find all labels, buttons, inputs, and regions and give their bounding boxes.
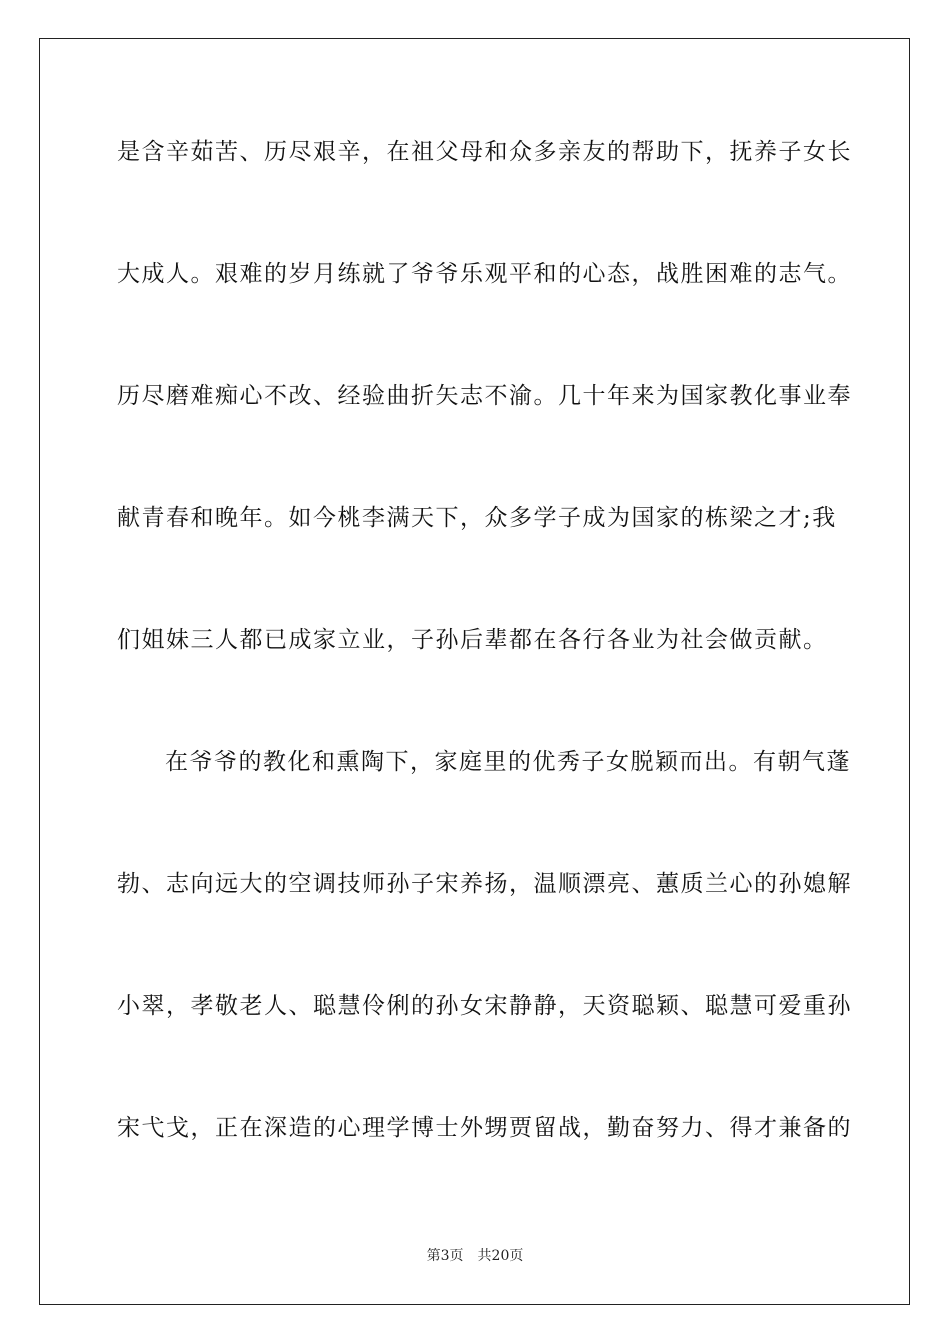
total-pages: 共20页 — [477, 1248, 524, 1264]
page-number: 第3页 — [426, 1248, 464, 1264]
paragraph-line: 大成人。艰难的岁月练就了爷爷乐观平和的心态，战胜困难的志气。 — [117, 261, 852, 287]
paragraph-line: 历尽磨难痴心不改、经验曲折矢志不渝。几十年来为国家教化事业奉 — [117, 383, 852, 409]
paragraph-line-indented: 在爷爷的教化和熏陶下，家庭里的优秀子女脱颖而出。有朝气蓬 — [165, 749, 851, 775]
paragraph-line: 献青春和晚年。如今桃李满天下，众多学子成为国家的栋梁之才;我 — [117, 505, 837, 531]
paragraph-line: 勃、志向远大的空调技师孙子宋养扬，温顺漂亮、蕙质兰心的孙媳解 — [117, 871, 852, 897]
paragraph-line: 是含辛茹苦、历尽艰辛，在祖父母和众多亲友的帮助下，抚养子女长 — [117, 139, 852, 165]
paragraph-line: 小翠，孝敬老人、聪慧伶俐的孙女宋静静，天资聪颖、聪慧可爱重孙 — [117, 993, 852, 1019]
paragraph-line: 宋弋戈，正在深造的心理学博士外甥贾留战，勤奋努力、得才兼备的 — [117, 1115, 852, 1141]
paragraph-line: 们姐妹三人都已成家立业，子孙后辈都在各行各业为社会做贡献。 — [117, 627, 828, 653]
page-footer — [0, 1247, 950, 1265]
